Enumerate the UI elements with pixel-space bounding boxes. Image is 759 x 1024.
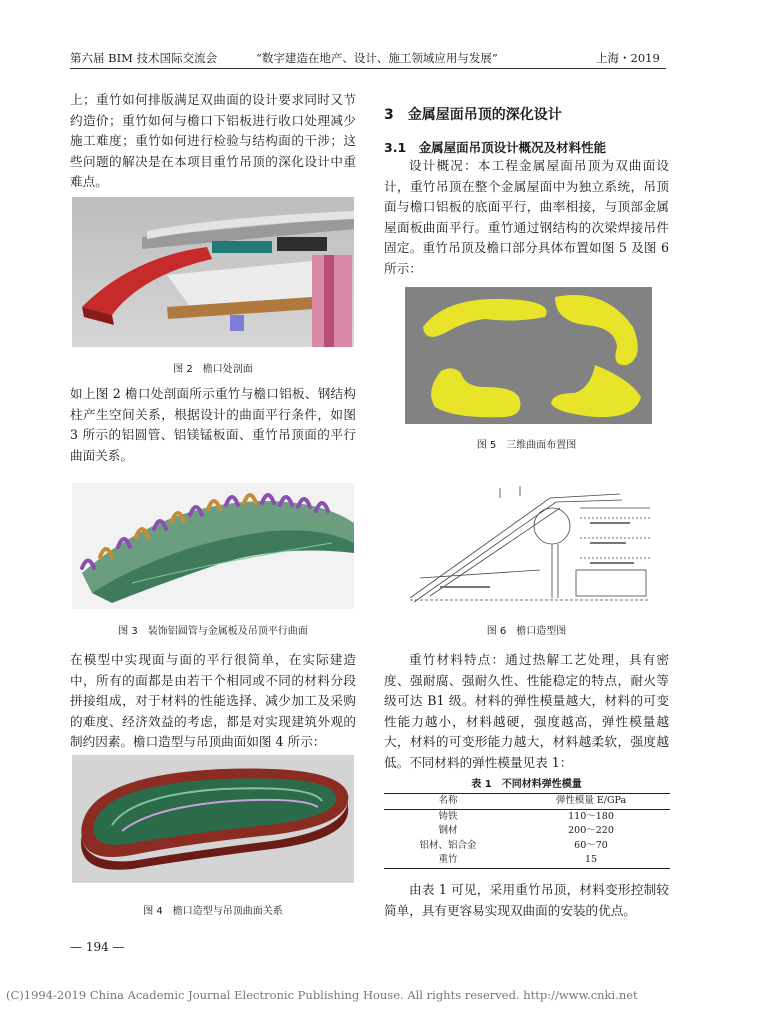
right-paragraph-3: 由表 1 可见，采用重竹吊顶，材料变形控制较简单，具有更容易实现双曲面的安装的优点。	[384, 882, 669, 918]
header-center: “数字建造在地产、设计、施工领域应用与发展”	[256, 51, 498, 65]
figure-2-image	[72, 197, 354, 347]
right-paragraph-1: 设计概况：本工程金属屋面吊顶为双曲面设计，重竹吊顶在整个金属屋面中为独立系统，吊顶面与檐口铝板的底面平行，曲率相接，与顶部金属屋面板曲面平行。重竹通过钢结构的次梁焊接吊件固定。重竹吊顶及檐口部分具体布置如图 5 及图 6 所示：	[384, 158, 669, 276]
table-cell: 铸铁	[438, 810, 458, 822]
figure-4-image	[72, 755, 354, 883]
figure-3-caption: 图 3 装饰铝圆管与金属板及吊顶平行曲面	[118, 626, 308, 637]
figure-4-caption: 图 4 檐口造型与吊顶曲面关系	[143, 906, 283, 917]
figure-6-caption: 图 6 檐口造型图	[486, 626, 567, 637]
header-rule	[70, 68, 666, 69]
table-cell: 铝材、铝合金	[419, 839, 477, 851]
table-1	[384, 793, 670, 869]
figure-5-image	[405, 287, 652, 424]
table-cell: 200～220	[568, 825, 614, 836]
table-row	[384, 824, 670, 839]
table-cell: 60～70	[574, 839, 608, 851]
header-right: 上海・2019	[596, 51, 660, 65]
right-paragraph-2: 重竹材料特点：通过热解工艺处理，具有密度、强耐腐、强耐久性、性能稳定的特点，耐火等级可达 B1 级。材料的弹性模量越大，材料的可变性能力越小，材料越硬，强度越高，弹性模量越大，材料的可变形能力越大，材料越柔软，强度越低。不同材料的弹性模量见表 1：	[384, 652, 669, 770]
table-1-title: 表 1 不同材料弹性模量	[471, 779, 582, 790]
table-cell: 钢材	[438, 825, 458, 836]
table-cell: 重竹	[438, 854, 458, 865]
left-paragraph-2: 如上图 2 檐口处剖面所示重竹与檐口铝板、钢结构柱产生空间关系，根据设计的曲面平行条件，如图 3 所示的铝圆管、铝镁锰板面、重竹吊顶面的平行曲面关系。	[70, 386, 356, 463]
figure-2-caption: 图 2 檐口处剖面	[173, 364, 253, 375]
table-cell: 110～180	[568, 810, 614, 822]
figure-6-image	[400, 478, 658, 611]
table-row	[384, 853, 670, 868]
table-cell: 15	[584, 854, 598, 865]
figure-5-caption: 图 5 三维曲面布置图	[476, 440, 577, 451]
table-row	[384, 839, 670, 854]
section-heading: 3 金属屋面吊顶的深化设计	[384, 107, 562, 123]
left-paragraph-1: 上；重竹如何排版满足双曲面的设计要求同时又节约造价；重竹如何与檐口下铝板进行收口处理减少施工难度；重竹如何进行检验与结构面的干涉；这些问题的解决是在本项目重竹吊顶的深化设计中重难点。	[70, 92, 356, 190]
table-header-cell: 弹性模量 E/GPa	[555, 795, 627, 806]
table-header-cell: 名称	[438, 795, 458, 806]
header-left: 第六届 BIM 技术国际交流会	[70, 51, 218, 65]
figure-3-image	[72, 483, 354, 609]
left-paragraph-3: 在模型中实现面与面的平行很简单，在实际建造中，所有的面都是由若干个相同或不同的材料分段拼接组成，对于材料的性能选择、减少加工及采购的难度、经济效益的考虑，都是对实现建筑外观的制约因素。檐口造型与吊顶曲面如图 4 所示：	[70, 652, 356, 750]
table-row	[384, 809, 670, 824]
copyright-footer: (C)1994-2019 China Academic Journal Electronic Publishing House. All rights reserved. http://www.cnki.net	[6, 988, 638, 1002]
page-number: — 194 —	[70, 940, 125, 954]
subsection-heading: 3.1 金属屋面吊顶设计概况及材料性能	[384, 140, 607, 155]
table-header-row	[384, 794, 670, 810]
